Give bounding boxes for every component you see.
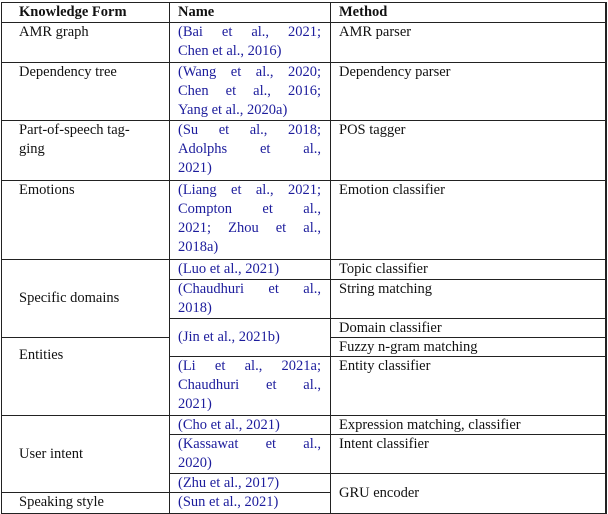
- citation-link[interactable]: (Chaudhuri et al.,: [178, 281, 321, 297]
- citation-link[interactable]: (Kassawat et al.,: [178, 436, 321, 452]
- citation-link[interactable]: Chen et al., 2016;: [178, 83, 321, 99]
- form-line: ging: [19, 141, 45, 157]
- knowledge-form-table: [1, 2, 607, 514]
- method-cell: Domain classifier: [331, 319, 605, 337]
- form-cell: [2, 416, 169, 492]
- form-cell: [2, 260, 169, 337]
- citation-link[interactable]: (Wang et al., 2020;: [178, 64, 321, 80]
- method-cell: Expression matching, classifier: [331, 416, 605, 434]
- method-cell: Intent classifier: [331, 435, 605, 473]
- citation-link[interactable]: (Liang et al., 2021;: [178, 182, 321, 198]
- citation-link[interactable]: (Li et al., 2021a;: [178, 358, 321, 374]
- form-line: Part-of-speech tag-: [19, 122, 130, 138]
- citation-cell: [170, 23, 330, 62]
- citation-link[interactable]: 2021): [178, 396, 212, 412]
- method-label: GRU encoder: [339, 485, 420, 501]
- citation-cell: [170, 280, 330, 318]
- form-cell: Emotions: [2, 181, 169, 259]
- header-method: Method: [331, 3, 605, 22]
- method-cell: Fuzzy n-gram matching: [331, 338, 605, 356]
- citation-cell: [170, 181, 330, 259]
- form-cell: Speaking style: [2, 493, 169, 513]
- citation-link[interactable]: Yang et al., 2020a): [178, 102, 288, 118]
- citation-link[interactable]: Chaudhuri et al.,: [178, 377, 321, 393]
- form-cell: Dependency tree: [2, 63, 169, 120]
- method-cell: Topic classifier: [331, 260, 605, 279]
- citation-link[interactable]: (Su et al., 2018;: [178, 122, 321, 138]
- citation-link[interactable]: Compton et al.,: [178, 201, 321, 217]
- form-label: User intent: [19, 445, 84, 462]
- citation-link[interactable]: (Sun et al., 2021): [170, 493, 330, 513]
- citation-link[interactable]: 2020): [178, 455, 212, 471]
- citation-link[interactable]: (Zhu et al., 2017): [170, 474, 330, 492]
- citation-link[interactable]: (Jin et al., 2021b): [178, 329, 280, 345]
- citation-link[interactable]: (Bai et al., 2021;: [178, 24, 321, 40]
- citation-link[interactable]: Adolphs et al.,: [178, 141, 321, 157]
- form-cell: AMR graph: [2, 23, 169, 62]
- header-name: Name: [170, 3, 330, 22]
- citation-link[interactable]: 2021; Zhou et al.,: [178, 220, 321, 236]
- citation-link[interactable]: 2021): [178, 160, 212, 176]
- form-cell: [2, 121, 169, 180]
- citation-cell: [170, 319, 330, 356]
- method-cell: Dependency parser: [331, 63, 605, 120]
- header-knowledge-form: Knowledge Form: [2, 3, 169, 22]
- citation-cell: [170, 63, 330, 120]
- citation-link[interactable]: (Luo et al., 2021): [170, 260, 330, 279]
- citation-link[interactable]: Chen et al., 2016): [178, 43, 282, 59]
- citation-link[interactable]: (Cho et al., 2021): [170, 416, 330, 434]
- form-cell: Entities: [2, 338, 169, 415]
- method-cell: POS tagger: [331, 121, 605, 180]
- citation-link[interactable]: 2018a): [178, 239, 219, 255]
- citation-cell: [170, 121, 330, 180]
- citation-cell: [170, 357, 330, 415]
- method-cell: AMR parser: [331, 23, 605, 62]
- citation-link[interactable]: 2018): [178, 300, 212, 316]
- method-cell: [331, 474, 605, 513]
- form-label: Specific domains: [19, 290, 120, 306]
- citation-cell: [170, 435, 330, 473]
- method-cell: Emotion classifier: [331, 181, 605, 259]
- method-cell: Entity classifier: [331, 357, 605, 415]
- method-cell: String matching: [331, 280, 605, 318]
